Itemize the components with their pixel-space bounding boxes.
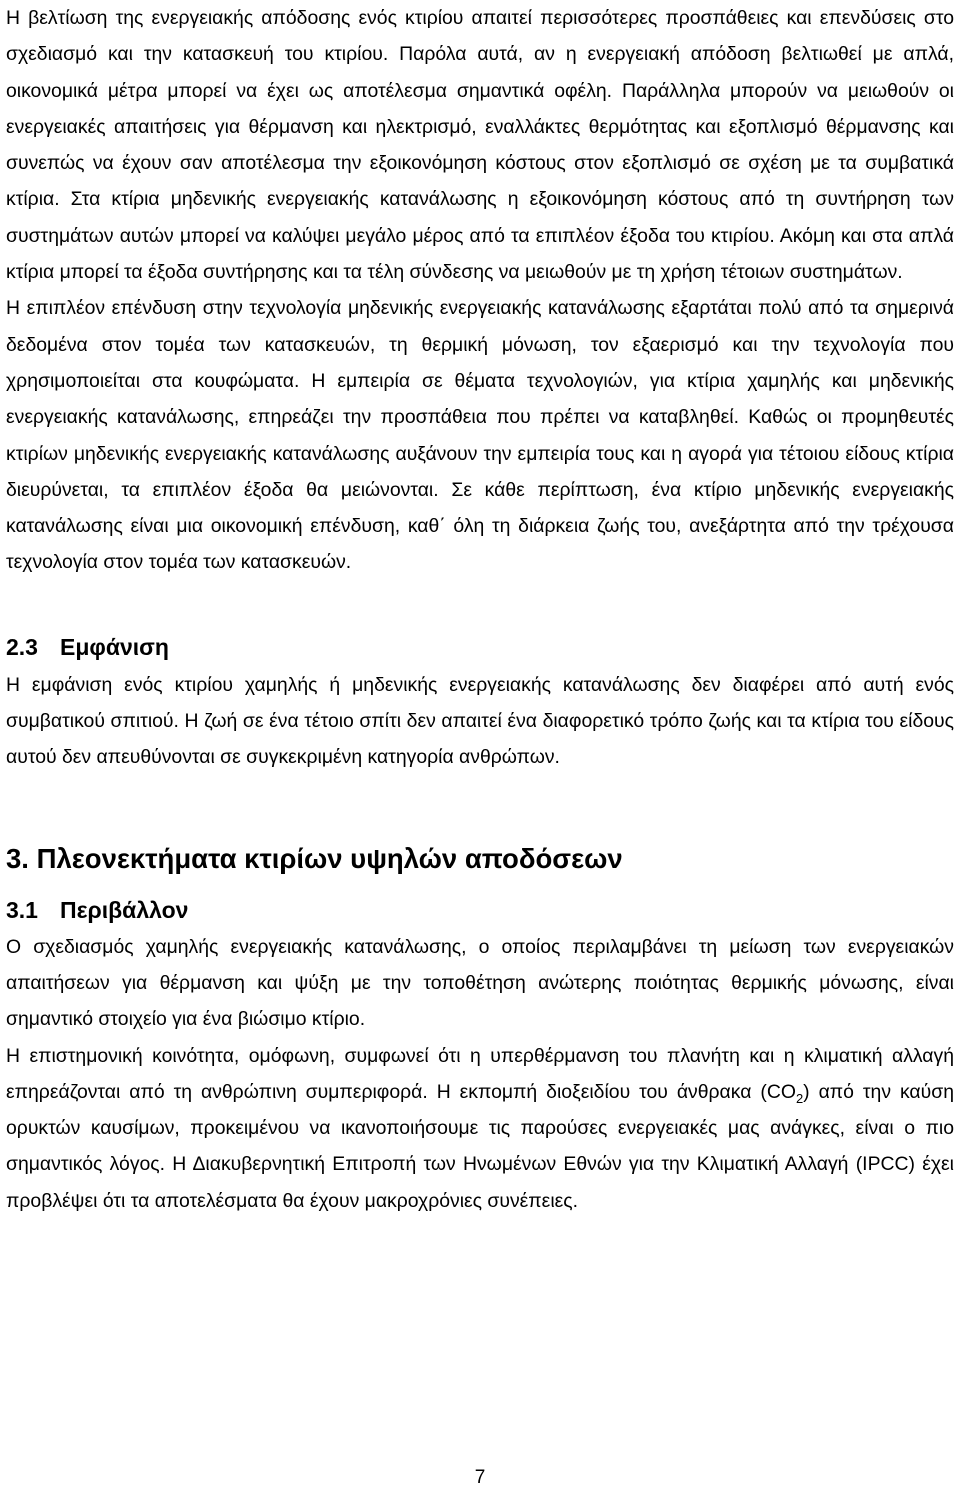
heading-section-3-1 bbox=[6, 893, 954, 927]
section-title: Πλεονεκτήματα κτιρίων υψηλών αποδόσεων bbox=[36, 842, 623, 874]
page-number: 7 bbox=[474, 1467, 486, 1488]
section-title: Εμφάνιση bbox=[60, 633, 169, 660]
document-page bbox=[6, 0, 954, 1219]
heading-section-2-3 bbox=[6, 630, 954, 664]
section-number: 3.1 bbox=[6, 896, 38, 923]
paragraph-zero-energy-investment: Η επιπλέον επένδυση στην τεχνολογία μηδενικής ενεργειακής κατανάλωσης εξαρτάται πολύ από τα σημερινά δεδομένα στον τομέα των κατασκευών, τη θερμική μόνωση, τον εξαερισμό και την τεχνολογία που χρησιμοποιείται στα κουφώματα. Η εμπειρία σε θέματα τεχνολογιών, για κτίρια χαμηλής και μηδενικής ενεργειακής κατανάλωσης, επηρεάζει την προσπάθεια που πρέπει να καταβληθεί. Καθώς οι προμηθευτές κτιρίων μηδενικής ενεργειακής κατανάλωσης αυξάνουν την εμπειρία τους και η αγορά για τέτοιου είδους κτίρια διευρύνεται, τα επιπλέον έξοδα θα μειώνονται. Σε κάθε περίπτωση, ένα κτίριο μηδενικής ενεργειακής κατανάλωσης είναι μια οικονομική επένδυση, καθ΄ όλη τη διάρκεια ζωής του, ανεξάρτητα από την τρέχουσα τεχνολογία στον τομέα των κατασκευών. bbox=[6, 297, 954, 574]
paragraph-low-energy-design: Ο σχεδιασμός χαμηλής ενεργειακής κατανάλωσης, ο οποίος περιλαμβάνει τη μείωση των ενεργειακών απαιτήσεων για θέρμανση και ψύξη με την τοποθέτηση ανώτερης ποιότητας θερμικής μόνωσης, είναι σημαντικό στοιχείο για ένα βιώσιμο κτίριο. bbox=[6, 935, 954, 1031]
paragraph-climate-change bbox=[6, 1038, 954, 1219]
heading-section-3 bbox=[6, 839, 954, 879]
section-number: 3. bbox=[6, 842, 29, 874]
co2-subscript: 2 bbox=[795, 1090, 804, 1106]
section-title: Περιβάλλον bbox=[60, 896, 189, 923]
section-number: 2.3 bbox=[6, 633, 38, 660]
paragraph-text-part-2: ) από την καύση ορυκτών καυσίμων, προκειμένου να ικανοποιήσουμε τις παρούσες ενεργειακές μας ανάγκες, είναι ο πιο σημαντικός λόγος. Η Διακυβερνητική Επιτροπή των Ηνωμένων Εθνών για την Κλιματική Αλλαγή (IPCC) έχει προβλέψει ότι τα αποτελέσματα θα έχουν μακροχρόνιες συνέπειες. bbox=[6, 1080, 955, 1212]
paragraph-appearance: Η εμφάνιση ενός κτιρίου χαμηλής ή μηδενικής ενεργειακής κατανάλωσης δεν διαφέρει από αυτή ενός συμβατικού σπιτιού. Η ζωή σε ένα τέτοιο σπίτι δεν απαιτεί ένα διαφορετικό τρόπο ζωής και τα κτίρια του είδους αυτού δεν απευθύνονται σε συγκεκριμένη κατηγορία ανθρώπων. bbox=[6, 673, 954, 769]
paragraph-energy-efficiency: Η βελτίωση της ενεργειακής απόδοσης ενός κτιρίου απαιτεί περισσότερες προσπάθειες και επενδύσεις στο σχεδιασμό και την κατασκευή του κτιρίου. Παρόλα αυτά, αν η ενεργειακή απόδοση βελτιωθεί με απλά, οικονομικά μέτρα μπορεί να έχει ως αποτέλεσμα σημαντικά οφέλη. Παράλληλα μπορούν να μειωθούν οι ενεργειακές απαιτήσεις για θέρμανση και ηλεκτρισμό, εναλλάκτες θερμότητας και εξοπλισμό θέρμανσης και συνεπώς να έχουν σαν αποτέλεσμα την εξοικονόμηση κόστους στον εξοπλισμό σε σχέση με τα συμβατικά κτίρια. Στα κτίρια μηδενικής ενεργειακής κατανάλωσης η εξοικονόμηση κόστους από τη συντήρηση των συστημάτων αυτών μπορεί να καλύψει μεγάλο μέρος από τα επιπλέον έξοδα του κτιρίου. Ακόμη και στα απλά κτίρια μπορεί τα έξοδα συντήρησης και τα τέλη σύνδεσης να μειωθούν με τη χρήση τέτοιων συστημάτων. bbox=[6, 7, 954, 284]
paragraph-text-part-1: Η επιστημονική κοινότητα, ομόφωνη, συμφωνεί ότι η υπερθέρμανση του πλανήτη και η κλιματική αλλαγή επηρεάζονται από τη ανθρώπινη συμπεριφορά. Η εκπομπή διοξειδίου του άνθρακα (CO bbox=[6, 1044, 954, 1103]
